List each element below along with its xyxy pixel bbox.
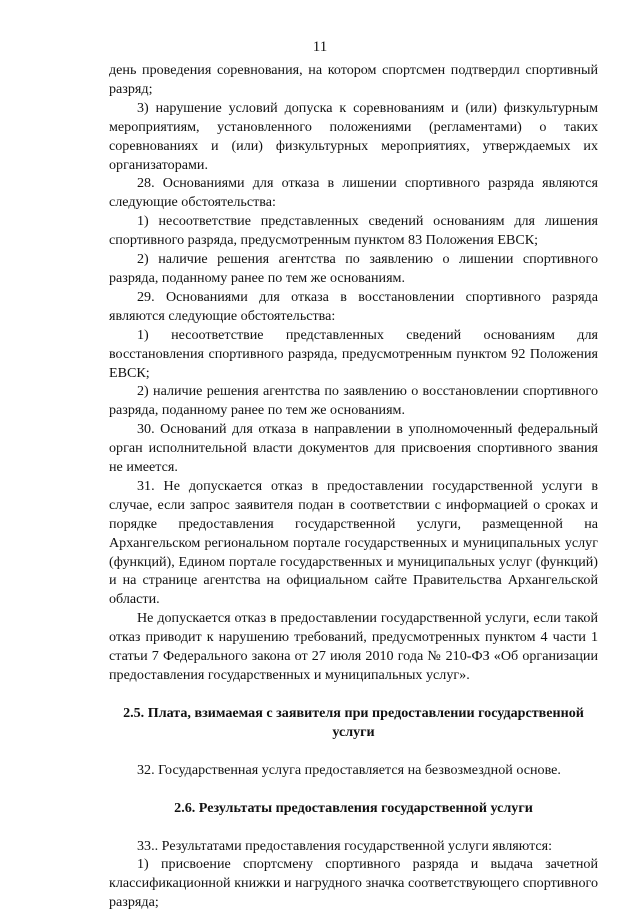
paragraph-29-item-1: 1) несоответствие представленных сведений основаниям для восстановления спортивного разряда, предусмотренным пунктом 92 Положения ЕВСК; (109, 326, 598, 381)
paragraph-28: 28. Основаниями для отказа в лишении спортивного разряда являются следующие обстоятельства: (109, 175, 598, 211)
paragraph-29: 29. Основаниями для отказа в восстановлении спортивного разряда являются следующие обстоятельства: (109, 288, 598, 324)
paragraph-continuation: день проведения соревнования, на котором спортсмен подтвердил спортивный разряд; (109, 62, 598, 97)
paragraph-28-item-2: 2) наличие решения агентства по заявлению о лишении спортивного разряда, поданному ранее по тем же основаниям. (109, 251, 598, 286)
paragraph-30: 30. Оснований для отказа в направлении в уполномоченный федеральный орган исполнительной власти документов для присвоения спортивного звания не имеется. (109, 421, 598, 476)
paragraph-33: 33.. Результатами предоставления государственной услуги являются: (137, 837, 553, 854)
document-body (109, 61, 598, 912)
paragraph-28-item-1: 1) несоответствие представленных сведений основаниям для лишения спортивного разряда, предусмотренным пунктом 83 Положения ЕВСК; (109, 213, 598, 249)
paragraph-item-3-violation: 3) нарушение условий допуска к соревнованиям и (или) физкультурным мероприятиям, установленного положениями (регламентами) о таких соревнованиях и (или) физкультурных мероприятиях, утверждаемых их организаторами. (109, 99, 598, 173)
page-number: 11 (312, 39, 328, 55)
paragraph-31: 31. Не допускается отказ в предоставлении государственной услуги в случае, если запрос заявителя подан в соответствии с информацией о сроках и порядке предоставления государственной услуги, размещенной на Архангельском региональном портале государственных и муниципальных услуг (функций), Едином портале государственных и муниципальных услуг (функций) и на странице агентства на официальном сайте Правительства Архангельской области. (109, 477, 598, 608)
paragraph-29-item-2: 2) наличие решения агентства по заявлению о восстановлении спортивного разряда, поданному ранее по тем же основаниям. (109, 383, 598, 419)
paragraph-31-continuation: Не допускается отказ в предоставлении государственной услуги, если такой отказ приводит к нарушению требований, предусмотренных пунктом 4 части 1 статьи 7 Федерального закона от 27 июля 2010 года № 210-ФЗ «Об организации предоставления государственных и муниципальных услуг». (109, 610, 598, 683)
section-heading-2-6: 2.6. Результаты предоставления государственной услуги (174, 799, 533, 816)
paragraph-32: 32. Государственная услуга предоставляется на безвозмездной основе. (137, 761, 561, 778)
paragraph-33-item-1: 1) присвоение спортсмену спортивного разряда и выдача зачетной классификационной книжки и нагрудного значка соответствующего спортивного разряда; (109, 856, 598, 911)
section-heading-2-5: 2.5. Плата, взимаемая с заявителя при предоставлении государственной услуги (123, 704, 584, 740)
